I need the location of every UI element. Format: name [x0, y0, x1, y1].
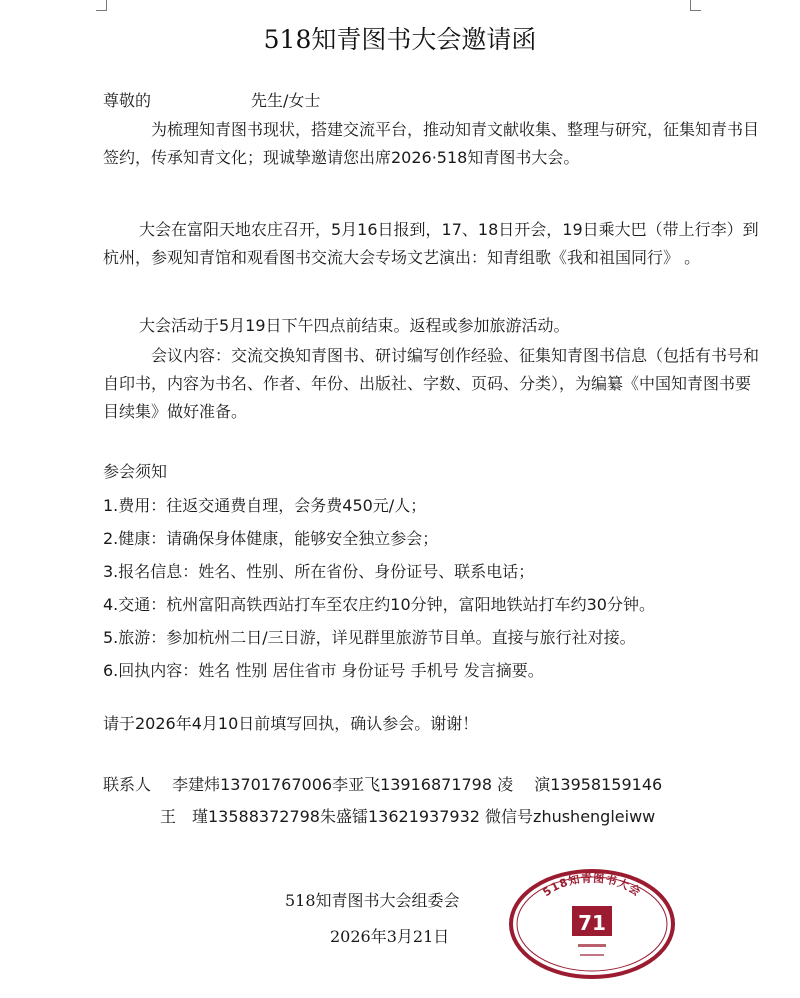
rsvp-line: 请于2026年4月10日前填写回执，确认参会。谢谢！ — [103, 714, 479, 733]
issue-date: 2026年3月21日 — [330, 927, 450, 946]
salutation-prefix: 尊敬的 — [103, 91, 152, 110]
notice-item-transport: 4.交通：杭州富阳高铁西站打车至农庄约10分钟，富阳地铁站打车约30分钟。 — [103, 595, 655, 614]
salutation-suffix: 先生/女士 — [251, 91, 321, 110]
notice-item-registration: 3.报名信息：姓名、性别、所在省份、身份证号、联系电话； — [103, 562, 535, 581]
notice-item-receipt: 6.回执内容：姓名 性别 居住省市 身份证号 手机号 发言摘要。 — [103, 661, 544, 680]
seal-logo-mark: 71 — [578, 911, 606, 935]
notice-item-health: 2.健康：请确保身体健康，能够安全独立参会； — [103, 529, 439, 548]
notice-heading: 参会须知 — [103, 462, 168, 481]
page-corner-mark-left — [96, 0, 107, 11]
seal-inscription-mark-small — [580, 954, 604, 956]
salutation — [103, 90, 320, 112]
paragraph-purpose: 为梳理知青图书现状，搭建交流平台，推动知青文献收集、整理与研究，征集知青书目签约，传承知青文化；现诚挚邀请您出席2026·518知青图书大会。 — [103, 120, 760, 167]
official-seal — [508, 868, 676, 980]
paragraph-end: 大会活动于5月19日下午四点前结束。返程或参加旅游活动。 — [139, 316, 570, 335]
page-title: 518知青图书大会邀请函 — [263, 25, 537, 54]
page-corner-mark-right — [690, 0, 701, 11]
paragraph-schedule: 大会在富阳天地农庄召开，5月16日报到，17、18日开会，19日乘大巴（带上行李）到杭州，参观知青馆和观看图书交流大会专场文艺演出：知青组歌《我和祖国同行》 。 — [103, 220, 759, 267]
seal-text: 518知青图书大会 — [540, 871, 644, 900]
contacts-line-1: 联系人 李建炜13701767006李亚飞13916871798 凌 演13958159146 — [103, 775, 663, 794]
contacts-line-2: 王 瑾13588372798朱盛镭13621937932 微信号zhushengleiww — [160, 807, 656, 826]
paragraph-agenda: 会议内容：交流交换知青图书、研讨编写创作经验、征集知青图书信息（包括有书号和自印书，内容为书名、作者、年份、出版社、字数、页码、分类），为编纂《中国知青图书要目续集》做好准备。 — [103, 346, 760, 421]
organizer-name: 518知青图书大会组委会 — [285, 891, 460, 910]
notice-item-fee: 1.费用：往返交通费自理，会务费450元/人； — [103, 496, 427, 515]
notice-item-tour: 5.旅游：参加杭州二日/三日游，详见群里旅游节目单。直接与旅行社对接。 — [103, 628, 636, 647]
seal-inscription-mark — [578, 944, 606, 947]
